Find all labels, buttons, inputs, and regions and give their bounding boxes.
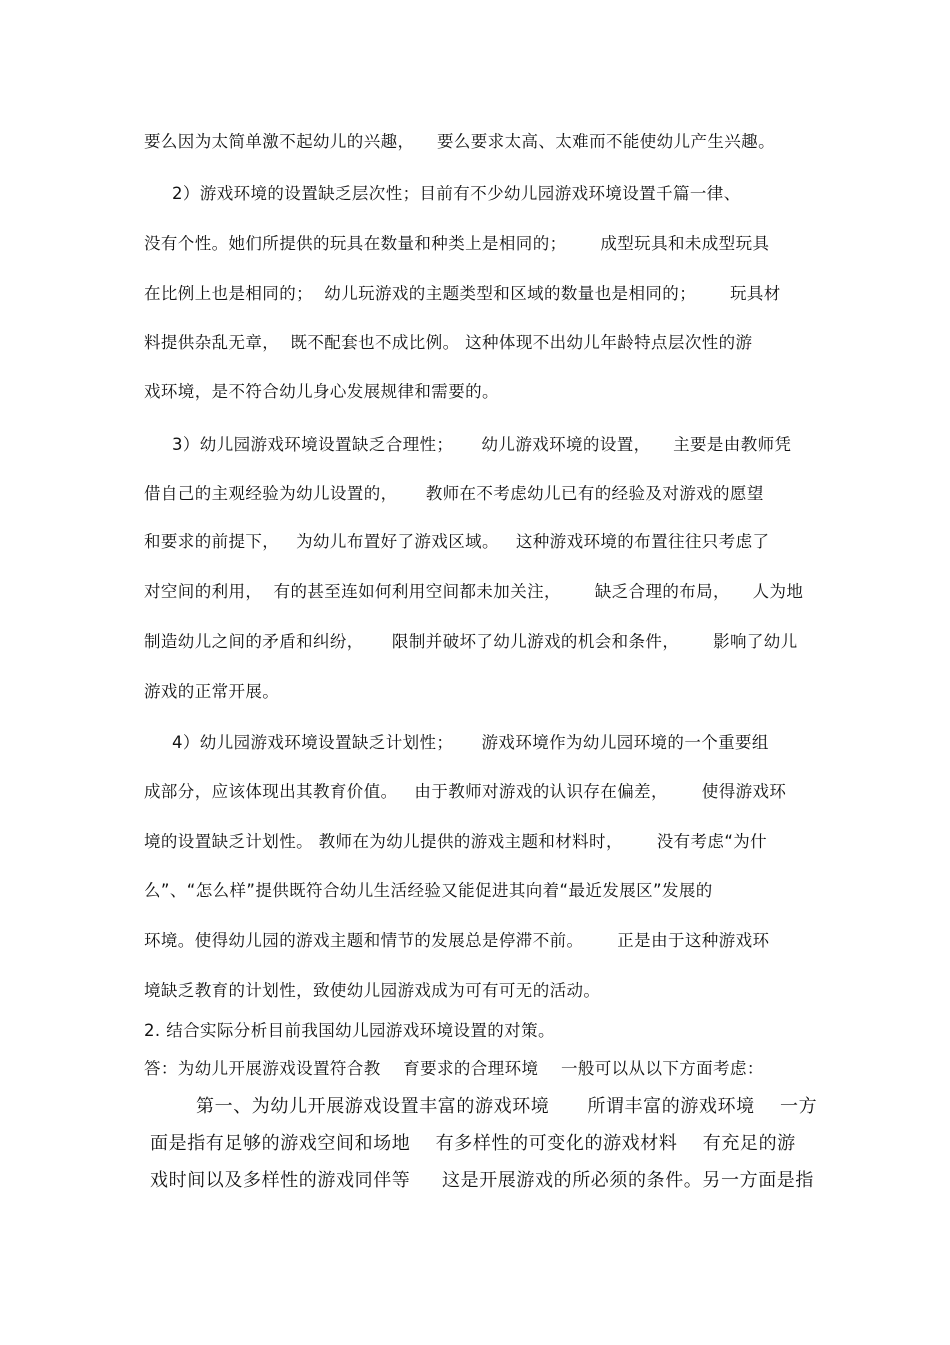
section-heading: 2. 结合实际分析目前我国幼儿园游戏环境设置的对策。 [144, 1021, 555, 1040]
answer-line: 戏时间以及多样性的游戏同伴等 这是开展游戏的所必须的条件。另一方面是指 [150, 1170, 815, 1191]
text-line: 3）幼儿园游戏环境设置缺乏合理性； 幼儿游戏环境的设置， 主要是由教师凭 [172, 435, 792, 454]
text-line: 境的设置缺乏计划性。 教师在为幼儿提供的游戏主题和材料时， 没有考虑“为什 [144, 832, 768, 851]
text-line: 游戏的正常开展。 [144, 682, 280, 701]
text-line: 对空间的利用， 有的甚至连如何利用空间都未加关注， 缺乏合理的布局， 人为地 [144, 582, 804, 601]
text-line: 境缺乏教育的计划性，致使幼儿园游戏成为可有可无的活动。 [144, 981, 601, 1000]
answer-line: 答：为幼儿开展游戏设置符合教 育要求的合理环境 一般可以从以下方面考虑： [144, 1059, 764, 1078]
text-line: 借自己的主观经验为幼儿设置的， 教师在不考虑幼儿已有的经验及对游戏的愿望 [144, 484, 764, 503]
text-line: 2）游戏环境的设置缺乏层次性；目前有不少幼儿园游戏环境设置千篇一律、 [172, 184, 741, 203]
answer-line: 第一、为幼儿开展游戏设置丰富的游戏环境 所谓丰富的游戏环境 一方 [196, 1096, 818, 1117]
answer-line: 面是指有足够的游戏空间和场地 有多样性的可变化的游戏材料 有充足的游 [150, 1133, 796, 1154]
text-line: 4）幼儿园游戏环境设置缺乏计划性； 游戏环境作为幼儿园环境的一个重要组 [172, 733, 769, 752]
text-line: 要么因为太简单激不起幼儿的兴趣， 要么要求太高、太难而不能使幼儿产生兴趣。 [144, 132, 775, 151]
text-line: 没有个性。她们所提供的玩具在数量和种类上是相同的； 成型玩具和未成型玩具 [144, 234, 770, 253]
text-line: 戏环境，是不符合幼儿身心发展规律和需要的。 [144, 382, 499, 401]
text-line: 么”、“怎么样”提供既符合幼儿生活经验又能促进其向着“最近发展区”发展的 [144, 881, 713, 900]
text-line: 制造幼儿之间的矛盾和纠纷， 限制并破坏了幼儿游戏的机会和条件， 影响了幼儿 [144, 632, 798, 651]
text-line: 环境。使得幼儿园的游戏主题和情节的发展总是停滞不前。 正是由于这种游戏环 [144, 931, 770, 950]
text-line: 料提供杂乱无章， 既不配套也不成比例。 这种体现不出幼儿年龄特点层次性的游 [144, 333, 753, 352]
text-line: 和要求的前提下， 为幼儿布置好了游戏区域。 这种游戏环境的布置往往只考虑了 [144, 532, 770, 551]
text-line: 成部分，应该体现出其教育价值。 由于教师对游戏的认识存在偏差， 使得游戏环 [144, 782, 787, 801]
text-line: 在比例上也是相同的； 幼儿玩游戏的主题类型和区域的数量也是相同的； 玩具材 [144, 284, 781, 303]
